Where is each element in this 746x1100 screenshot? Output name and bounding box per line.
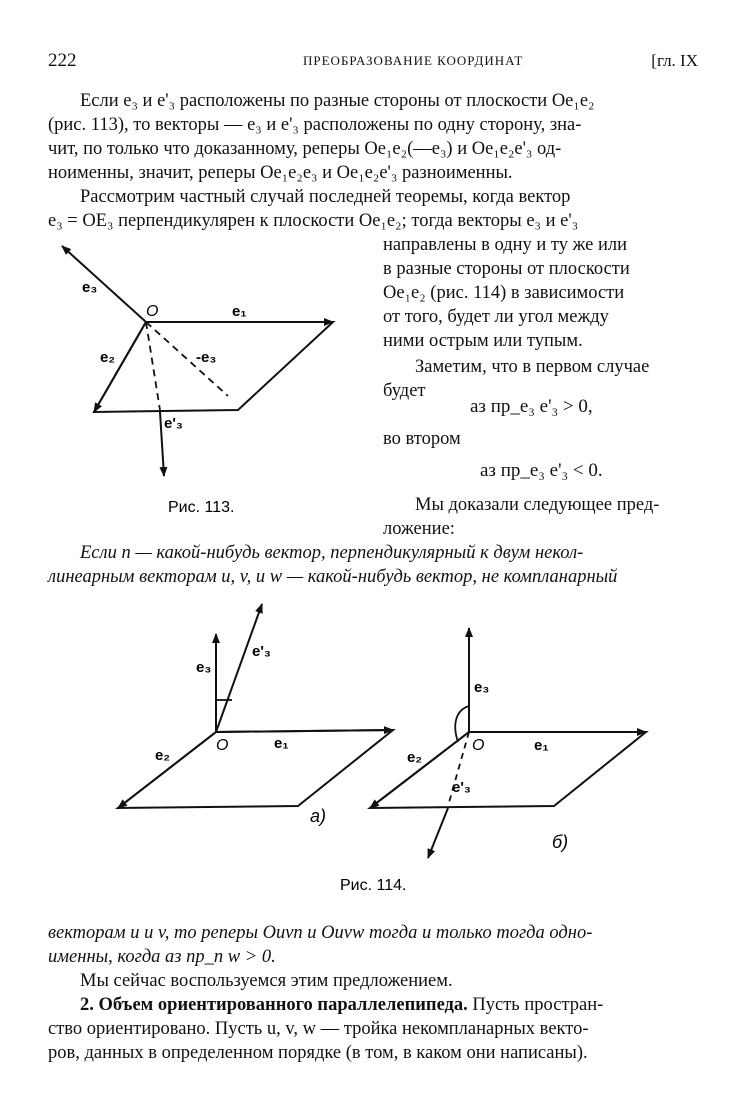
proved-line: Мы доказали следующее пред- <box>415 495 660 515</box>
label-part-a: а) <box>310 806 327 826</box>
para2-right-line: от того, будет ли угол между <box>383 307 609 327</box>
e2-arrow-b <box>370 732 469 808</box>
para1-line: ноименны, значит, реперы Oe₁e₂e₃ и Oe₁e₂e'₃ разноименны. <box>48 163 513 183</box>
e3prime-arrow-a <box>216 604 262 732</box>
label-e1: e₁ <box>232 303 247 320</box>
label-e3prime: e'₃ <box>164 415 183 432</box>
label-O-b: O <box>472 737 485 754</box>
formula-positive: аз пр_e₃ e'₃ > 0, <box>470 396 593 417</box>
para2-right-line: направлены в одну и ту же или <box>383 235 628 255</box>
label-minus-e3: -e₃ <box>196 349 217 366</box>
section-line: ров, данных в определенном порядке (в том, в каком они написаны). <box>48 1043 588 1063</box>
theorem-end-line: именны, когда аз пр_n w > 0. <box>48 947 276 967</box>
section-title: 2. Объем ориентированного параллелепипеда. <box>80 995 468 1015</box>
caption-114: Рис. 114. <box>340 877 407 894</box>
caption-113: Рис. 113. <box>168 499 235 516</box>
label-O-a: O <box>216 737 229 754</box>
plane-114b <box>370 732 646 808</box>
label-e3: e₃ <box>82 279 98 296</box>
plane-114a <box>118 730 393 808</box>
label-e3-b: e₃ <box>474 679 490 696</box>
label-e2-b: e₂ <box>407 749 423 766</box>
para1-line: Если e₃ и e'₃ расположены по разные стороны от плоскости Oe₁e₂ <box>80 91 595 111</box>
para3-line: Заметим, что в первом случае <box>415 357 650 377</box>
page-number: 222 <box>48 50 77 71</box>
para2-right-line: в разные стороны от плоскости <box>383 259 630 279</box>
label-e1-a: e₁ <box>274 735 289 752</box>
label-e2-a: e₂ <box>155 747 171 764</box>
para3-line: будет <box>383 381 426 401</box>
chapter-marker: [гл. IX <box>651 51 698 70</box>
para1-line: (рис. 113), то векторы — e₃ и e'₃ расположены по одну сторону, зна- <box>48 115 582 135</box>
e2-arrow-a <box>118 732 216 808</box>
para2-right-line: Oe₁e₂ (рис. 114) в зависимости <box>383 283 625 303</box>
label-O: O <box>146 303 159 320</box>
second-case-label: во втором <box>383 429 461 449</box>
label-e2: e₂ <box>100 349 116 366</box>
para2-line: e₃ = OE₃ перпендикулярен к плоскости Oe₁e₂; тогда векторы e₃ и e'₃ <box>48 211 579 231</box>
label-part-b: б) <box>552 832 569 852</box>
label-e3-a: e₃ <box>196 659 212 676</box>
section-line: Пусть простран- <box>467 995 604 1015</box>
para2-line: Рассмотрим частный случай последней теоремы, когда вектор <box>80 187 571 207</box>
running-title: ПРЕОБРАЗОВАНИЕ КООРДИНАТ <box>303 53 524 68</box>
theorem-line: Если n — какой-нибудь вектор, перпендикулярный к двум некол- <box>80 543 584 563</box>
after-theorem: Мы сейчас воспользуемся этим предложением. <box>80 971 453 991</box>
e3prime-arrow-b <box>428 808 448 858</box>
label-e3prime-a: e'₃ <box>252 643 271 660</box>
theorem-line: линеарным векторам u, v, и w — какой-нибудь вектор, не компланарный <box>48 567 618 587</box>
e1-arrow-a <box>216 730 393 732</box>
label-e3prime-b: e'₃ <box>452 779 471 796</box>
para2-right-line: ними острым или тупым. <box>383 331 583 351</box>
proved-line: ложение: <box>383 519 455 539</box>
theorem-end-line: векторам u и v, то реперы Ouvn и Ouvw тогда и только тогда одно- <box>48 923 593 943</box>
para1-line: чит, по только что доказанному, реперы Oe₁e₂(—e₃) и Oe₁e₂e'₃ од- <box>48 139 562 159</box>
section-line: ство ориентировано. Пусть u, v, w — тройка некомпланарных векто- <box>48 1019 589 1039</box>
label-e1-b: e₁ <box>534 737 549 754</box>
formula-negative: аз пр_e₃ e'₃ < 0. <box>480 460 603 481</box>
